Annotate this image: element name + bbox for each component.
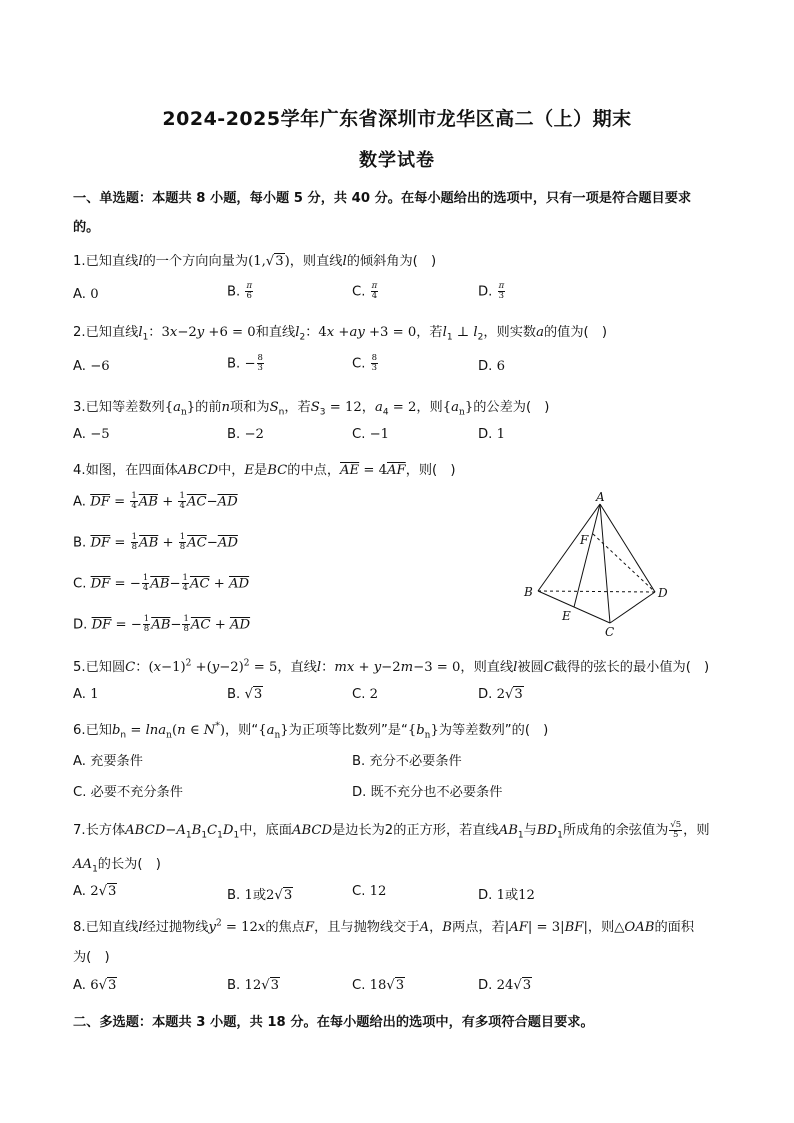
question-1-option-c[interactable]: C. $\frac{\pi}{4}$ [352, 281, 378, 301]
question-2-stem: 2.已知直线$l_1$：3x−2y +6 = 0和直线$l_2$：4x +ay +3 = 0，若$l_1$ ⊥ $l_2$，则实数a的值为( ) [73, 325, 607, 343]
question-3-option-d[interactable]: D. 1 [478, 427, 505, 442]
label-d: D [658, 586, 668, 600]
question-3-option-a[interactable]: A. −5 [73, 427, 110, 442]
question-7-option-a[interactable]: A. 2√3 [73, 884, 117, 899]
question-8-option-d[interactable]: D. 24√3 [478, 978, 532, 993]
question-2-option-c[interactable]: C. $\frac{8}{3}$ [352, 353, 378, 373]
question-1-option-a[interactable]: A. 0 [73, 287, 99, 302]
question-7-option-c[interactable]: C. 12 [352, 884, 387, 899]
section2-heading: 二、多选题：本题共 3 小题，共 18 分。在每小题给出的选项中，有多项符合题目要求。 [73, 1015, 594, 1030]
label-f: F [580, 533, 589, 547]
question-6-option-a[interactable]: A. 充要条件 [73, 754, 143, 769]
question-4-option-c[interactable]: C. $\overline{DF}$ = − $\frac{1}{4}$ $\overline{AB}-$ $\frac{1}{4}$ $\overline{AC} + \overline{AD}$ [73, 573, 250, 593]
question-2-option-d[interactable]: D. 6 [478, 359, 505, 374]
question-8-option-c[interactable]: C. 18√3 [352, 978, 405, 993]
question-4-option-b[interactable]: B. $\overline{DF}$ = $\frac{1}{8}$ $\overline{AB}$ + $\frac{1}{8}$ $\overline{AC}-\overline{AD}$ [73, 532, 238, 552]
question-3-option-b[interactable]: B. −2 [227, 427, 264, 442]
question-7-stem-cont: $AA_1$的长为( ) [73, 857, 161, 875]
question-8-stem-cont: 为( ) [73, 950, 110, 965]
question-6-option-c[interactable]: C. 必要不充分条件 [73, 785, 183, 800]
question-1-option-d[interactable]: D. $\frac{\pi}{3}$ [478, 281, 505, 301]
question-1-stem: 1.已知直线l的一个方向向量为(1,√3)，则直线l的倾斜角为( ) [73, 254, 437, 269]
question-3-stem: 3.已知等差数列$\{a_n\}$的前n项和为$S_n$，若$S_3 = 12$，$a_4 = 2$，则$\{a_n\}$的公差为( ) [73, 400, 550, 418]
exam-subtitle: 数学试卷 [359, 150, 435, 171]
label-a: A [596, 490, 605, 504]
question-2-option-a[interactable]: A. −6 [73, 359, 110, 374]
question-5-option-c[interactable]: C. 2 [352, 687, 378, 702]
question-6-stem: 6.已知$b_n = \ln a_n(n$ ∈ N*)，则“$\{a_n\}$为正项等比数列”是“$\{b_n\}$为等差数列”的( ) [73, 721, 549, 741]
section1-heading: 一、单选题：本题共 8 小题，每小题 5 分，共 40 分。在每小题给出的选项中，只有一项是符合题目要求 [73, 191, 692, 206]
question-4-option-a[interactable]: A. $\overline{DF}$ = $\frac{1}{4}$ $\overline{AB}$ + $\frac{1}{4}$ $\overline{AC}-\overline{AD}$ [73, 491, 238, 511]
question-5-stem: 5.已知圆C：$(x-1)^2 +(y-2)^2 = 5$，直线l：mx + y−2m−3 = 0，则直线l被圆C截得的弦长的最小值为( ) [73, 658, 710, 675]
question-7-option-b[interactable]: B. 1或2√3 [227, 888, 293, 903]
edge-bd-hidden [538, 591, 655, 592]
question-5-option-d[interactable]: D. 2√3 [478, 687, 523, 702]
question-5-option-a[interactable]: A. 1 [73, 687, 99, 702]
question-3-option-c[interactable]: C. −1 [352, 427, 390, 442]
edge-ac [600, 504, 610, 623]
question-6-option-d[interactable]: D. 既不充分也不必要条件 [352, 785, 503, 800]
edge-ab [538, 504, 600, 591]
edge-cd [610, 592, 655, 623]
question-8-stem: 8.已知直线l经过抛物线$y^2 = 12x$的焦点F，且与抛物线交于A，B两点，若|AF| = 3|BF|，则△OAB的面积 [73, 918, 695, 935]
question-1-option-b[interactable]: B. $\frac{\pi}{6}$ [227, 281, 253, 301]
question-6-option-b[interactable]: B. 充分不必要条件 [352, 754, 462, 769]
question-4-stem: 4.如图，在四面体ABCD中，E是BC的中点，$\overline{AE} = 4\overline{AF}$，则( ) [73, 463, 456, 478]
section1-heading-cont: 的。 [73, 220, 100, 235]
question-7-option-d[interactable]: D. 1或12 [478, 888, 535, 903]
label-e: E [562, 609, 571, 623]
tetrahedron-figure [518, 488, 678, 640]
question-8-option-a[interactable]: A. 6√3 [73, 978, 117, 993]
question-5-option-b[interactable]: B. √3 [227, 687, 263, 702]
question-7-stem: 7.长方体$ABCD-A_1B_1C_1D_1$中，底面ABCD是边长为2的正方形，若直线$AB_1$与$BD_1$所成角的余弦值为 $\frac{√5}{5}$ ，则 [73, 819, 710, 841]
question-2-option-b[interactable]: B. − $\frac{8}{3}$ [227, 353, 263, 373]
question-8-option-b[interactable]: B. 12√3 [227, 978, 280, 993]
label-b: B [524, 585, 533, 599]
question-4-option-d[interactable]: D. $\overline{DF}$ = − $\frac{1}{8}$ $\overline{AB}-$ $\frac{1}{8}$ $\overline{AC} + \overline{AD}$ [73, 614, 251, 634]
label-c: C [605, 625, 615, 639]
exam-title: 2024-2025学年广东省深圳市龙华区高二（上）期末 [162, 108, 632, 130]
